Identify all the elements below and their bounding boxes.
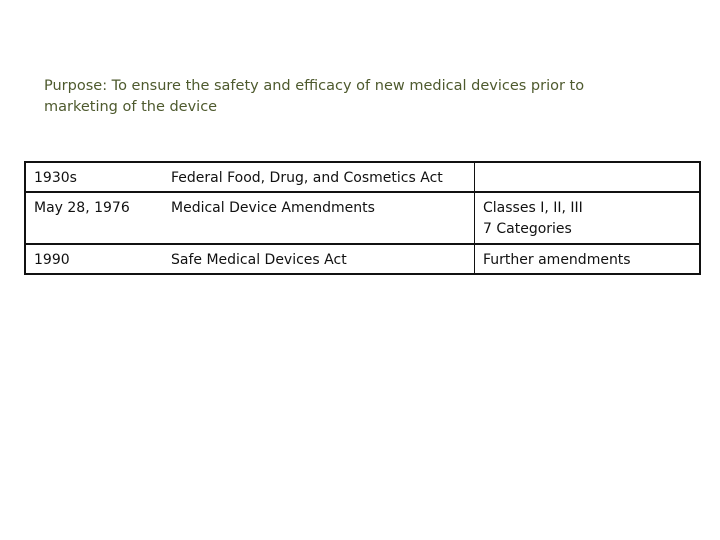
table-row [25, 192, 700, 244]
notes-cell [475, 192, 701, 244]
date-cell: 1990 [25, 244, 163, 274]
date-cell: 1930s [25, 162, 163, 192]
notes-cell [475, 244, 701, 274]
event-cell: Federal Food, Drug, and Cosmetics Act [163, 162, 475, 192]
notes-line: Classes I, II, III [483, 200, 583, 216]
purpose-statement [44, 76, 644, 118]
notes-line: Further amendments [483, 252, 631, 268]
purpose-line-2: marketing of the device [44, 99, 218, 115]
purpose-line-1: Purpose: To ensure the safety and efficacy of new medical devices prior to [44, 78, 585, 94]
event-cell: Medical Device Amendments [163, 192, 475, 244]
notes-line: 7 Categories [483, 221, 572, 237]
date-cell: May 28, 1976 [25, 192, 163, 244]
notes-cell [475, 162, 701, 192]
legislation-timeline-table [24, 161, 701, 275]
table-row [25, 162, 700, 192]
event-cell: Safe Medical Devices Act [163, 244, 475, 274]
table-row [25, 244, 700, 274]
